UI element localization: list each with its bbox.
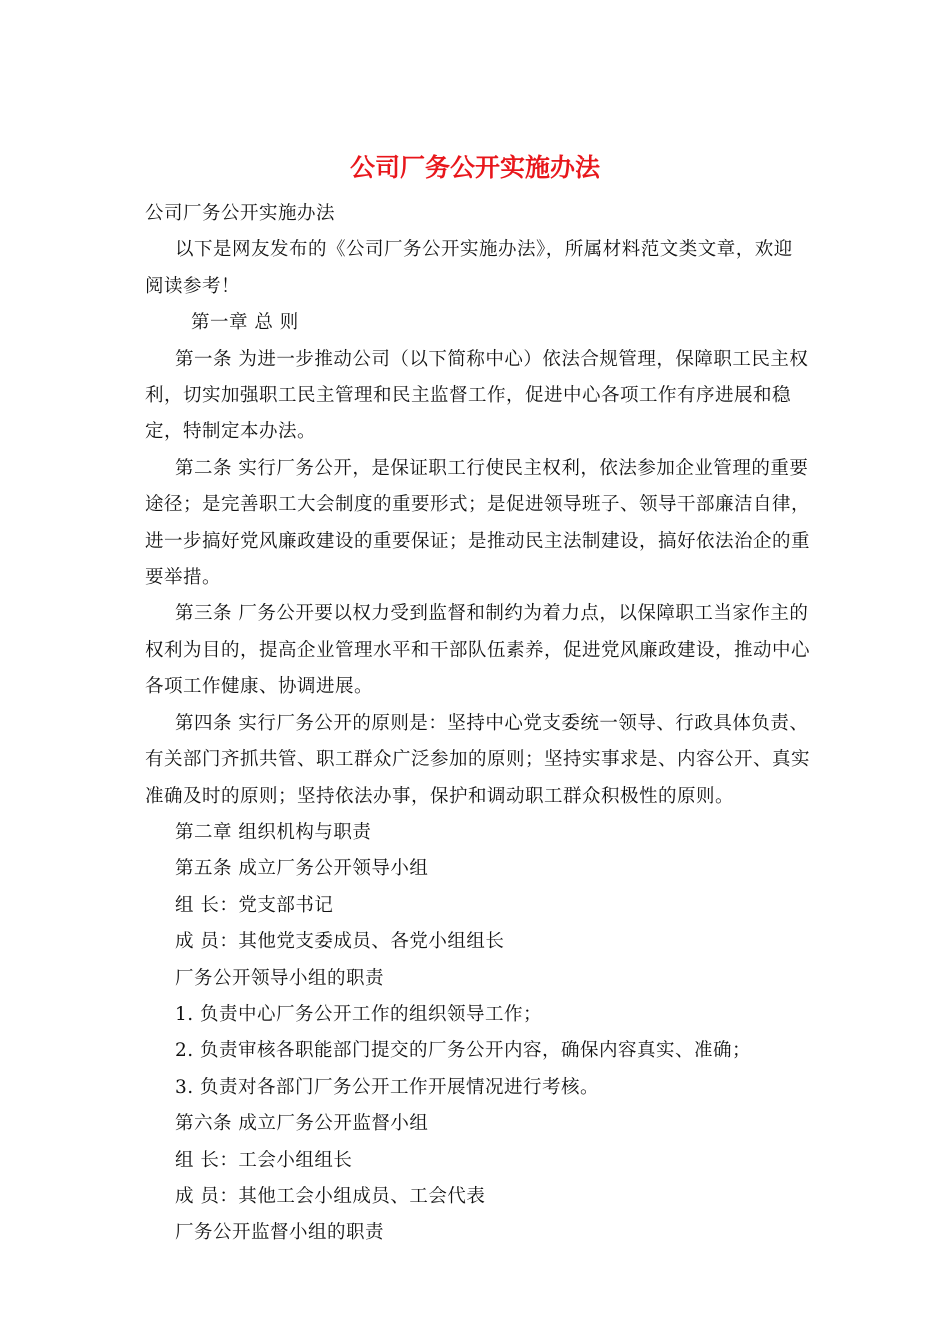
paragraph: 组 长：党支部书记 xyxy=(175,894,334,916)
paragraph: 第五条 成立厂务公开领导小组 xyxy=(175,858,429,880)
paragraph: 厂务公开领导小组的职责 xyxy=(175,967,385,989)
paragraph: 成 员：其他党支委成员、各党小组组长 xyxy=(175,931,505,953)
paragraph: 1. 负责中心厂务公开工作的组织领导工作； xyxy=(175,1003,543,1025)
paragraph: 第三条 厂务公开要以权力受到监督和制约为着力点，以保障职工当家作主的权利为目的，提高企业管理水平和干部队伍素养，促进党风廉政建设，推动中心各项工作健康、协调进展。 xyxy=(145,603,811,698)
paragraph: 厂务公开监督小组的职责 xyxy=(175,1222,385,1244)
paragraph: 2. 负责审核各职能部门提交的厂务公开内容，确保内容真实、准确； xyxy=(175,1040,752,1062)
document-body xyxy=(145,196,810,1252)
paragraph: 第四条 实行厂务公开的原则是：坚持中心党支委统一领导、行政具体负责、有关部门齐抓共管、职工群众广泛参加的原则；坚持实事求是、内容公开、真实准确及时的原则；坚持依法办事，保护和调动职工群众积极性的原则。 xyxy=(145,712,811,807)
paragraph: 公司厂务公开实施办法 xyxy=(145,203,336,224)
paragraph: 第一条 为进一步推动公司（以下简称中心）依法合规管理，保障职工民主权利，切实加强职工民主管理和民主监督工作，促进中心各项工作有序进展和稳定，特制定本办法。 xyxy=(145,348,809,443)
paragraph: 第一章 总 则 xyxy=(191,312,299,334)
paragraph: 成 员：其他工会小组成员、工会代表 xyxy=(175,1185,486,1207)
paragraph: 第六条 成立厂务公开监督小组 xyxy=(175,1113,429,1135)
paragraph: 以下是网友发布的《公司厂务公开实施办法》，所属材料范文类文章，欢迎阅读参考！ xyxy=(145,239,793,297)
paragraph: 第二条 实行厂务公开，是保证职工行使民主权利，依法参加企业管理的重要途径；是完善职工大会制度的重要形式；是促进领导班子、领导干部廉洁自律，进一步搞好党风廉政建设的重要保证；是推动民主法制建设，搞好依法治企的重要举措。 xyxy=(145,457,811,589)
paragraph: 组 长：工会小组组长 xyxy=(175,1149,353,1171)
paragraph: 3. 负责对各部门厂务公开工作开展情况进行考核。 xyxy=(175,1076,600,1098)
document-title: 公司厂务公开实施办法 xyxy=(349,153,600,182)
paragraph: 第二章 组织机构与职责 xyxy=(175,821,372,843)
